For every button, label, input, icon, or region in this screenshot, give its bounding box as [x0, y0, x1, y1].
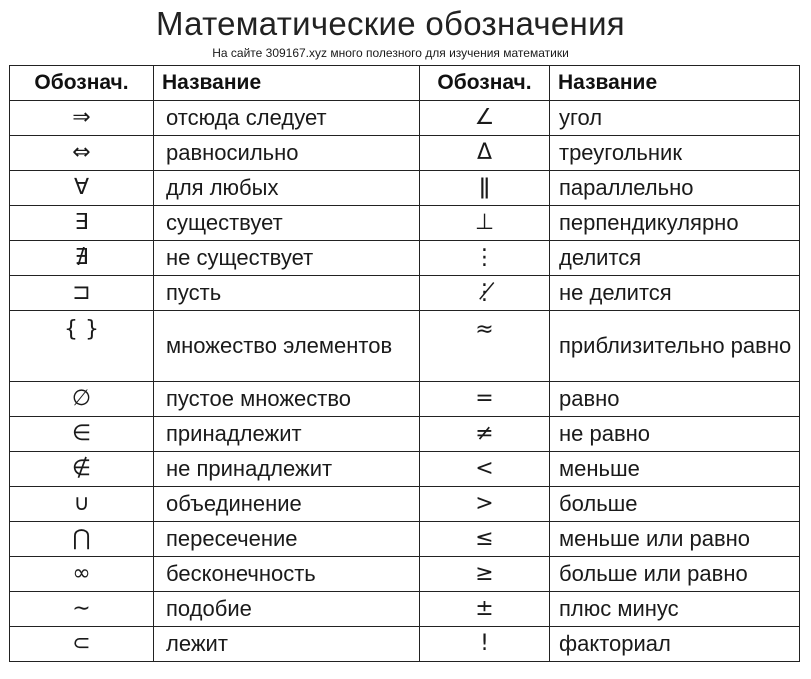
table-row — [10, 452, 800, 487]
header-name-right: Название — [550, 66, 800, 101]
table-row — [10, 101, 800, 136]
table-row — [10, 206, 800, 241]
name-left: существует — [154, 206, 420, 241]
symbol-right: ! — [420, 627, 550, 662]
symbol-right: ≈ — [420, 311, 550, 382]
name-right: больше или равно — [550, 557, 800, 592]
symbol-right: ± — [420, 592, 550, 627]
symbol-right: Δ — [420, 136, 550, 171]
symbol-left: ⇒ — [10, 101, 154, 136]
symbol-right: ⊥ — [420, 206, 550, 241]
table-row — [10, 136, 800, 171]
name-left: пустое множество — [154, 382, 420, 417]
name-right: перпендикулярно — [550, 206, 800, 241]
symbol-right: ≤ — [420, 522, 550, 557]
symbol-left: ∈ — [10, 417, 154, 452]
symbols-table — [9, 65, 800, 662]
symbol-left: ∅ — [10, 382, 154, 417]
symbol-left: ∃ — [10, 206, 154, 241]
header-name-left: Название — [154, 66, 420, 101]
table-row — [10, 241, 800, 276]
name-right: делится — [550, 241, 800, 276]
name-left: отсюда следует — [154, 101, 420, 136]
page-title: Математические обозначения — [156, 5, 625, 42]
symbol-right: ǁ — [420, 171, 550, 206]
symbol-left: ∞ — [10, 557, 154, 592]
symbol-right: < — [420, 452, 550, 487]
name-right: меньше — [550, 452, 800, 487]
symbol-left: ⊂ — [10, 627, 154, 662]
name-left: пересечение — [154, 522, 420, 557]
symbol-right: > — [420, 487, 550, 522]
symbol-right: ≠ — [420, 417, 550, 452]
header-row — [10, 66, 800, 101]
symbol-left: ⊐ — [10, 276, 154, 311]
symbol-left: ∉ — [10, 452, 154, 487]
symbol-left: ∼ — [10, 592, 154, 627]
table-row — [10, 627, 800, 662]
name-right: параллельно — [550, 171, 800, 206]
name-left: лежит — [154, 627, 420, 662]
symbol-right: ≥ — [420, 557, 550, 592]
name-left: объединение — [154, 487, 420, 522]
name-right: плюс минус — [550, 592, 800, 627]
symbol-left: ⋂ — [10, 522, 154, 557]
table-row — [10, 171, 800, 206]
header-symbol-right: Обознач. — [420, 66, 550, 101]
header-symbol-left: Обознач. — [10, 66, 154, 101]
table-row — [10, 557, 800, 592]
name-right: треугольник — [550, 136, 800, 171]
name-right: не равно — [550, 417, 800, 452]
name-right: меньше или равно — [550, 522, 800, 557]
name-right: приблизительно равно — [550, 311, 800, 382]
name-right: не делится — [550, 276, 800, 311]
name-left: не существует — [154, 241, 420, 276]
symbol-left: ∪ — [10, 487, 154, 522]
name-right: равно — [550, 382, 800, 417]
name-left: пусть — [154, 276, 420, 311]
symbol-left: { } — [10, 311, 154, 382]
name-left: принадлежит — [154, 417, 420, 452]
table-row — [10, 382, 800, 417]
symbol-right: ⋮ — [420, 241, 550, 276]
symbol-right: = — [420, 382, 550, 417]
name-right: больше — [550, 487, 800, 522]
name-left: множество элементов — [154, 311, 420, 382]
table-row — [10, 311, 800, 382]
name-left: равносильно — [154, 136, 420, 171]
name-left: бесконечность — [154, 557, 420, 592]
name-left: не принадлежит — [154, 452, 420, 487]
symbol-left: ∀ — [10, 171, 154, 206]
table-row — [10, 276, 800, 311]
table-row — [10, 417, 800, 452]
name-left: подобие — [154, 592, 420, 627]
symbol-left: ⇔ — [10, 136, 154, 171]
table-row — [10, 522, 800, 557]
name-right: угол — [550, 101, 800, 136]
table-row — [10, 487, 800, 522]
name-left: для любых — [154, 171, 420, 206]
page-subtitle: На сайте 309167.xyz много полезного для изучения математики — [212, 46, 569, 60]
symbol-left: ∄ — [10, 241, 154, 276]
table-row — [10, 592, 800, 627]
symbol-right: ⋮̸ — [420, 276, 550, 311]
name-right: факториал — [550, 627, 800, 662]
symbol-right: ∠ — [420, 101, 550, 136]
